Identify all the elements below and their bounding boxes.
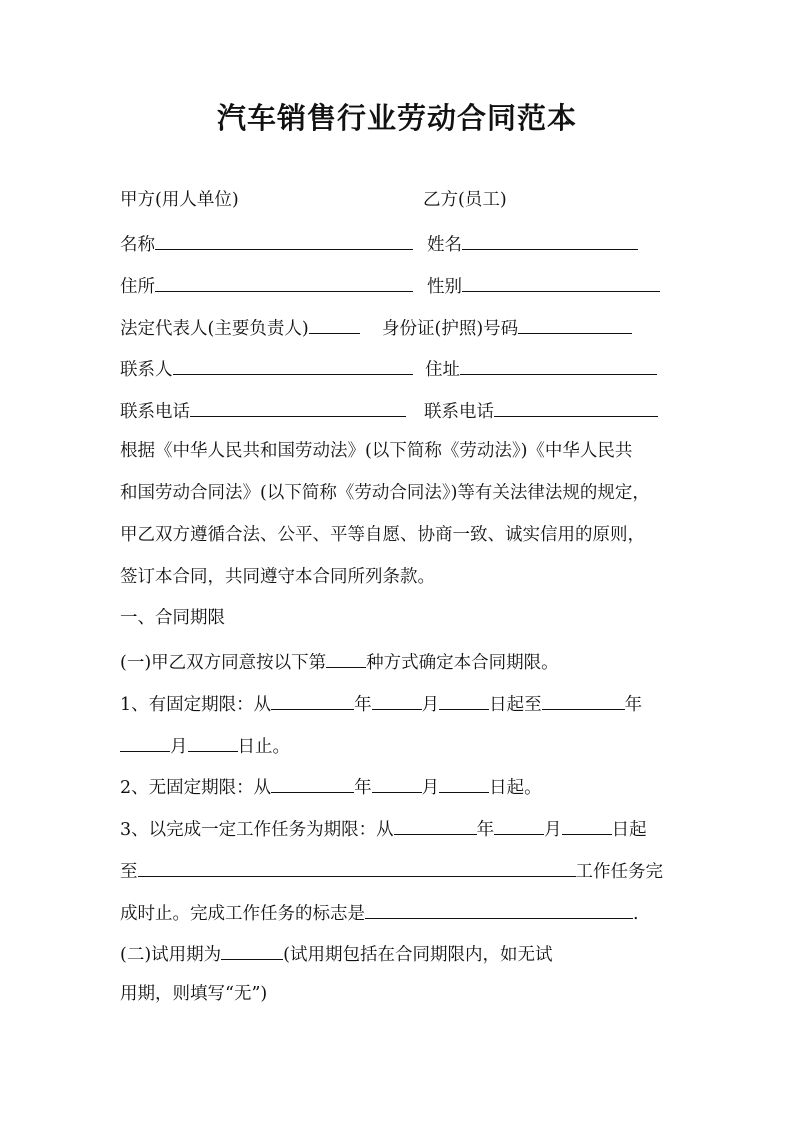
- probation-row: [120, 940, 552, 964]
- to-label: 至: [120, 862, 138, 882]
- unfixed-month-blank[interactable]: [372, 773, 422, 793]
- phone-b-blank[interactable]: [494, 397, 658, 417]
- month-label: 月: [421, 695, 440, 715]
- start-year-blank[interactable]: [271, 690, 354, 710]
- legal-rep-label: 法定代表人(主要负责人): [120, 319, 309, 339]
- probation-blank[interactable]: [221, 940, 283, 960]
- month-label: 月: [421, 778, 440, 798]
- unfixed-term-row: [120, 773, 542, 797]
- year-label: 年: [354, 778, 372, 798]
- month-label: 月: [170, 737, 188, 757]
- party-header-row: [120, 188, 507, 212]
- contact-row: [120, 355, 460, 380]
- preamble-line: 签订本合同，共同遵守本合同所列条款。: [120, 567, 435, 587]
- fullname-blank[interactable]: [462, 230, 638, 250]
- clause-1-row: [120, 648, 559, 672]
- year-label: 年: [476, 820, 495, 840]
- contact-person-label: 联系人: [120, 360, 173, 380]
- unfixed-term-prefix: 2、无固定期限：从: [120, 778, 272, 798]
- address-label: 住址: [425, 360, 460, 380]
- name-blank[interactable]: [155, 230, 413, 250]
- legal-rep-blank[interactable]: [309, 314, 360, 334]
- address-blank[interactable]: [460, 355, 657, 375]
- probation-suffix: (试用期包括在合同期限内，如无试: [283, 945, 553, 965]
- end-year-blank[interactable]: [542, 690, 625, 710]
- phone-a-blank[interactable]: [190, 397, 406, 417]
- name-label: 名称: [120, 235, 155, 255]
- fullname-label: 姓名: [427, 235, 462, 255]
- task-done-suffix: 工作任务完: [575, 862, 663, 882]
- task-end-blank[interactable]: [138, 857, 576, 877]
- day-end-label: 日止。: [237, 737, 290, 757]
- preamble-line: 根据《中华人民共和国劳动法》(以下简称《劳动法》)《中华人民共: [120, 441, 633, 461]
- legal-rep-row: [120, 314, 519, 339]
- year-label: 年: [354, 695, 372, 715]
- phone-label-b: 联系电话: [424, 402, 494, 422]
- id-blank[interactable]: [518, 314, 632, 334]
- end-month-blank[interactable]: [120, 732, 170, 752]
- fixed-term-prefix: 1、有固定期限：从: [120, 695, 272, 715]
- fixed-term-row: [120, 690, 642, 714]
- start-day-blank[interactable]: [439, 690, 489, 710]
- section-1-title: 一、合同期限: [120, 608, 225, 628]
- party-b-header: 乙方(员工): [423, 190, 507, 210]
- task-term-row-2: [120, 857, 663, 881]
- phone-label-a: 联系电话: [120, 402, 190, 422]
- gender-blank[interactable]: [462, 272, 660, 292]
- start-month-blank[interactable]: [372, 690, 422, 710]
- task-term-row-3: [120, 899, 639, 923]
- residence-label: 住所: [120, 277, 155, 297]
- residence-row: [120, 272, 462, 297]
- day-from-to-label: 日起至: [489, 695, 542, 715]
- probation-row-2: 用期，则填写“无”): [120, 984, 268, 1004]
- document-title: 汽车销售行业劳动合同范本: [216, 101, 577, 135]
- end-day-blank[interactable]: [188, 732, 238, 752]
- unfixed-day-blank[interactable]: [439, 773, 489, 793]
- phone-row: [120, 397, 494, 422]
- preamble-line: 和国劳动合同法》(以下简称《劳动合同法》)等有关法律法规的规定，: [120, 483, 650, 503]
- period-mark: .: [633, 904, 639, 924]
- unfixed-year-blank[interactable]: [271, 773, 354, 793]
- year-label: 年: [624, 695, 643, 715]
- party-a-header: 甲方(用人单位): [120, 190, 239, 210]
- task-term-prefix: 3、以完成一定工作任务为期限：从: [120, 820, 394, 840]
- name-row: [120, 230, 462, 255]
- day-from-short-label: 日起: [611, 820, 647, 840]
- task-day-blank[interactable]: [562, 815, 612, 835]
- task-mark-blank[interactable]: [365, 899, 633, 919]
- task-year-blank[interactable]: [394, 815, 477, 835]
- gender-label: 性别: [427, 277, 462, 297]
- residence-blank[interactable]: [155, 272, 413, 292]
- fixed-term-row-2: [120, 732, 290, 756]
- clause-1-suffix: 种方式确定本合同期限。: [366, 653, 559, 673]
- contact-person-blank[interactable]: [173, 355, 413, 375]
- method-choice-blank[interactable]: [326, 648, 366, 668]
- clause-1-prefix: (一)甲乙双方同意按以下第: [120, 653, 327, 673]
- id-label: 身份证(护照)号码: [382, 319, 519, 339]
- month-label: 月: [544, 820, 562, 840]
- preamble-line: 甲乙双方遵循合法、公平、平等自愿、协商一致、诚实信用的原则，: [120, 525, 645, 545]
- task-term-row: [120, 815, 647, 839]
- task-month-blank[interactable]: [494, 815, 544, 835]
- day-from-label: 日起。: [489, 778, 542, 798]
- probation-prefix: (二)试用期为: [120, 945, 222, 965]
- task-end-prefix: 成时止。完成工作任务的标志是: [120, 904, 365, 924]
